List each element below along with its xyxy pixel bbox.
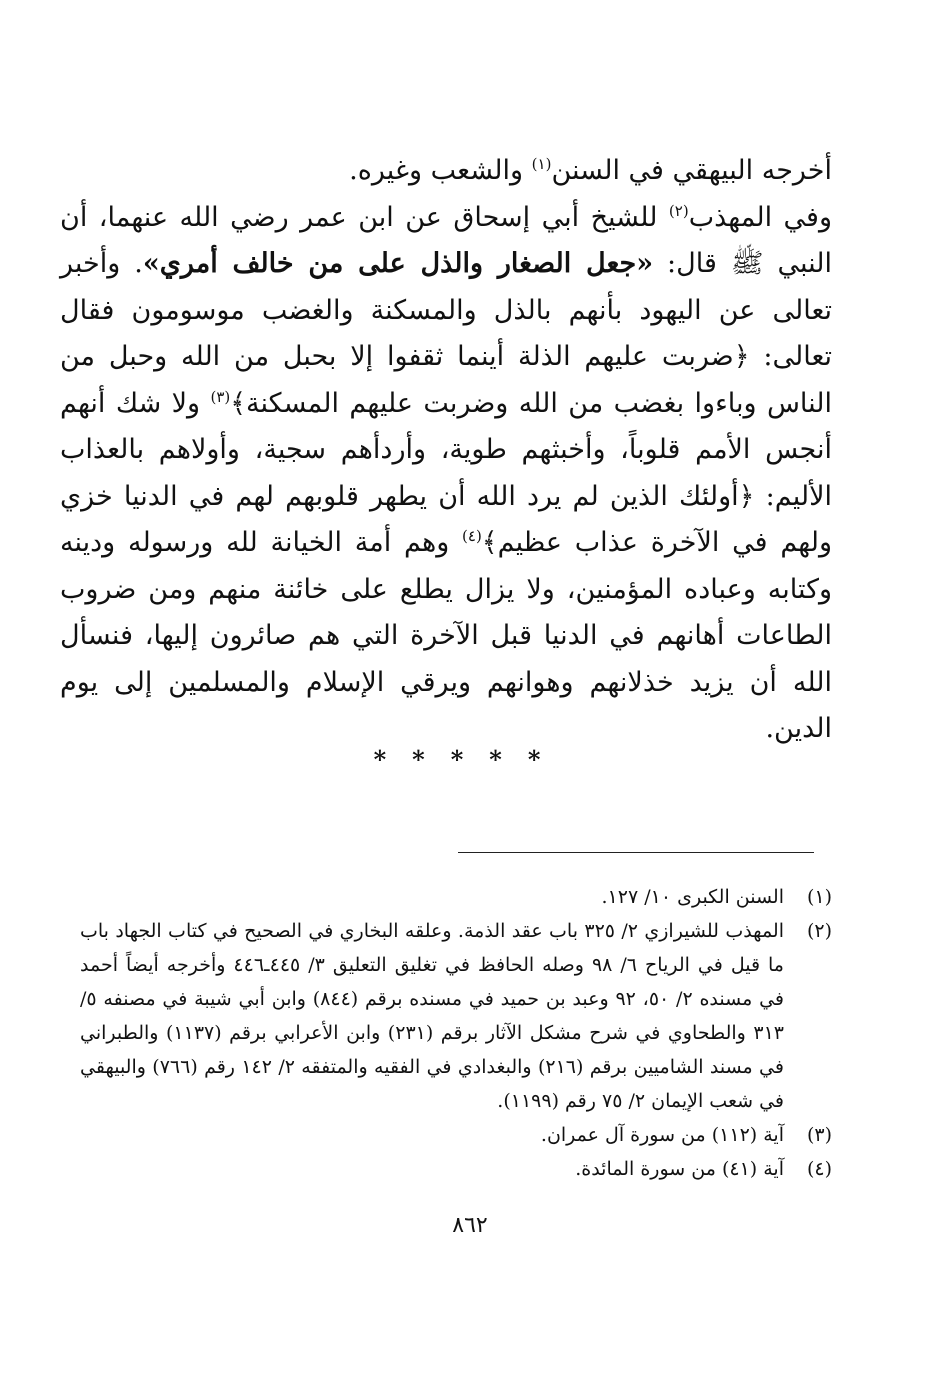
footnote-text: آية (١١٢) من سورة آل عمران. [540,1124,784,1146]
hadith-quote: «جعل الصغار والذل على من خالف أمري» [142,248,654,279]
footnote-text: المهذب للشيرازي ٢/ ٣٢٥ باب عقد الذمة. وعلقه البخاري في الصحيح في كتاب الجهاد باب ما قيل في الرياح ٦/ ٩٨ وصله الحافظ في تغليق التعليق ٣/ ٤٤٥ـ٤٤٦ وأخرجه أيضاً أحمد في مسنده ٢/ ٥٠، ٩٢ وعبد بن حميد في مسنده برقم (٨٤٤) وابن أبي شيبة في مصنفه ٥/ ٣١٣ والطحاوي في شرح مشكل الآثار برقم (٢٣١) وابن الأعرابي برقم (١١٣٧) والطبراني في مسند الشاميين برقم (٢١٦) والبغدادي في الفقيه والمتفقه ٢/ ١٤٢ رقم (٧٦٦) والبيهقي في شعب الإيمان ٢/ ٧٥ رقم (١١٩٩). [80,920,785,1112]
footnote-text: آية (٤١) من سورة المائدة. [575,1158,784,1180]
main-text [60,148,832,753]
footnote-ref-2[interactable]: (٢) [668,201,689,220]
footnote-number: (٤) [806,1158,832,1180]
text-run: والشعب وغيره. [349,155,532,186]
text-run: وفي المهذب [688,201,833,233]
footnote-item [80,914,832,1118]
footnote-divider [458,852,814,853]
text-run: أخرجه البيهقي في السنن [551,155,832,186]
footnote-item [80,880,832,914]
paragraph-1 [60,148,832,195]
section-separator: ***** [373,745,567,774]
footnote-text: السنن الكبرى ١٠/ ١٢٧. [601,886,784,908]
text-run: ولا شك أنهم أنجس الأمم قلوباً، وأخبثهم طوية، وأردأهم سجية، وأولاهم بالعذاب الأليم: ﴿أولئك الذين لم يرد الله أن يطهر قلوبهم لهم في الدنيا خزي ولهم في الآخرة عذاب عظيم﴾ [60,387,832,558]
text-run: وهم أمة الخيانة لله ورسوله ودينه وكتابه وعباده المؤمنين، ولا يزال يطلع على خائنة منهم ومن ضروب الطاعات أهانهم في الدنيا قبل الآخرة التي هم صائرون إليها، فنسأل الله أن يزيد خذلانهم وهوانهم ويرقي الإسلام والمسلمين إلى يوم الدين. [60,527,832,744]
footnote-item [80,1118,832,1152]
text-run: للشيخ أبي إسحاق عن ابن عمر رضي الله عنهما، أن النبي ﷺ قال: [60,201,832,279]
paragraph-2 [60,195,832,753]
page-number: ٨٦٢ [452,1213,488,1238]
footnote-item [80,1152,832,1186]
footnote-number: (١) [806,886,832,908]
footnotes [80,880,832,1186]
footnote-ref-1[interactable]: (١) [531,155,552,173]
footnote-ref-4[interactable]: (٤) [462,527,482,545]
footnote-ref-3[interactable]: (٣) [210,387,231,406]
footnote-number: (٢) [806,920,832,942]
footnote-number: (٣) [806,1124,832,1146]
text-run: . وأخبر تعالى عن اليهود بأنهم بالذل والمسكنة والغضب موسومون فقال تعالى: ﴿ضربت عليهم الذلة أينما ثقفوا إلا بحبل من الله وحبل من الناس وباءوا بغضب من الله وضربت عليهم المسكنة﴾ [60,248,832,419]
